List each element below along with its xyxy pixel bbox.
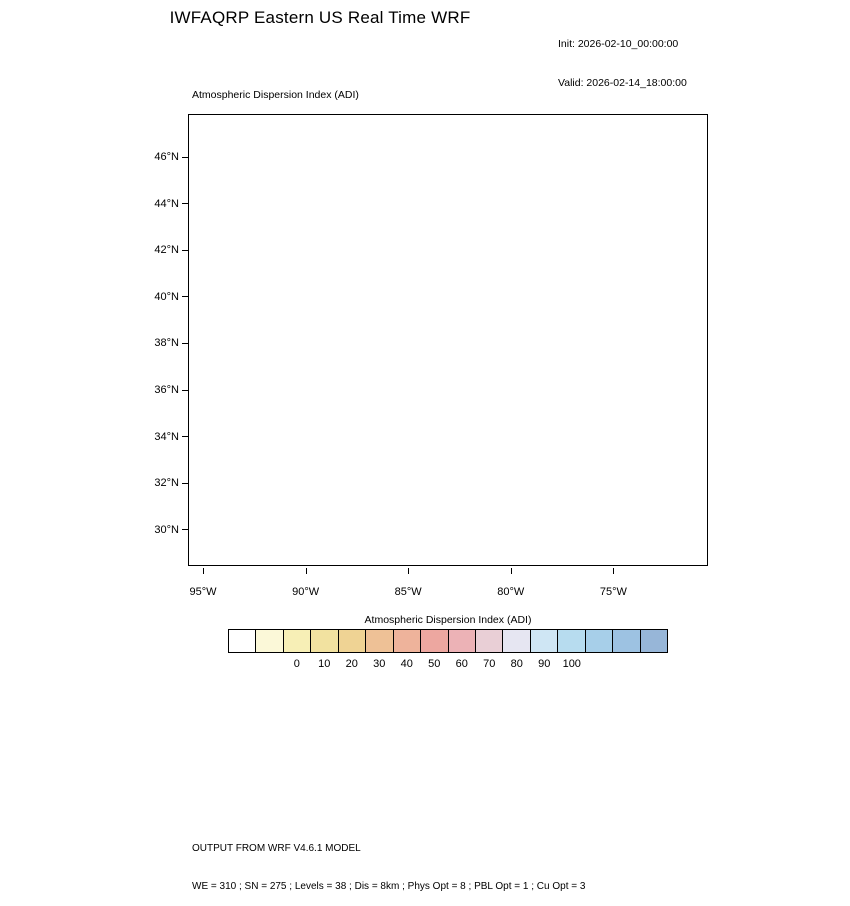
longitude-tick: 85°W (394, 586, 422, 598)
colorbar (228, 629, 668, 653)
colorbar-tick-label: 40 (400, 658, 413, 670)
colorbar-tick-labels (228, 658, 668, 678)
latitude-axis (120, 114, 188, 566)
colorbar-swatch (229, 630, 256, 652)
latitude-tick: 30°N (154, 524, 188, 536)
colorbar-swatch (284, 630, 311, 652)
colorbar-swatch (339, 630, 366, 652)
longitude-tick-mark (203, 568, 204, 574)
colorbar-swatch (311, 630, 338, 652)
longitude-tick-mark (306, 568, 307, 574)
colorbar-swatch (366, 630, 393, 652)
latitude-tick: 34°N (154, 431, 188, 443)
latitude-tick: 36°N (154, 384, 188, 396)
colorbar-swatch (421, 630, 448, 652)
colorbar-title: Atmospheric Dispersion Index (ADI) (364, 614, 532, 626)
longitude-tick-mark (613, 568, 614, 574)
valid-time: Valid: 2026-02-14_18:00:00 (558, 77, 687, 89)
footer-line-1: OUTPUT FROM WRF V4.6.1 MODEL (192, 843, 361, 854)
colorbar-tick-label: 80 (510, 658, 523, 670)
latitude-tick: 46°N (154, 151, 188, 163)
colorbar-swatch (641, 630, 667, 652)
colorbar-tick-label: 60 (455, 658, 468, 670)
latitude-tick: 32°N (154, 477, 188, 489)
colorbar-swatch (449, 630, 476, 652)
colorbar-tick-label: 0 (293, 658, 300, 670)
colorbar-tick-label: 90 (538, 658, 551, 670)
colorbar-tick-label: 100 (562, 658, 581, 670)
latitude-tick: 44°N (154, 198, 188, 210)
colorbar-swatch (613, 630, 640, 652)
longitude-axis (188, 568, 708, 608)
colorbar-swatch (394, 630, 421, 652)
colorbar-swatch (586, 630, 613, 652)
colorbar-tick-label: 10 (318, 658, 331, 670)
longitude-tick: 80°W (497, 586, 525, 598)
colorbar-tick-label: 50 (428, 658, 441, 670)
page-title: IWFAQRP Eastern US Real Time WRF (169, 8, 471, 27)
colorbar-swatch (558, 630, 585, 652)
latitude-tick: 38°N (154, 337, 188, 349)
latitude-tick: 42°N (154, 244, 188, 256)
longitude-tick-mark (408, 568, 409, 574)
colorbar-swatch (531, 630, 558, 652)
init-time: Init: 2026-02-10_00:00:00 (558, 38, 679, 50)
longitude-tick: 90°W (292, 586, 320, 598)
footer-line-2: WE = 310 ; SN = 275 ; Levels = 38 ; Dis = 8km ; Phys Opt = 8 ; PBL Opt = 1 ; Cu Opt = 3 (192, 880, 586, 892)
colorbar-swatch (256, 630, 283, 652)
colorbar-tick-label: 70 (483, 658, 496, 670)
colorbar-tick-label: 20 (345, 658, 358, 670)
longitude-tick: 95°W (189, 586, 217, 598)
colorbar-swatch (476, 630, 503, 652)
colorbar-swatch (503, 630, 530, 652)
plot-subtitle: Atmospheric Dispersion Index (ADI) (192, 89, 359, 101)
init-valid-block (558, 12, 687, 103)
model-output-footer (192, 818, 585, 906)
colorbar-tick-label: 30 (373, 658, 386, 670)
adi-heatmap-canvas (189, 115, 707, 565)
longitude-tick-mark (511, 568, 512, 574)
map-plot-area (188, 114, 708, 566)
latitude-tick: 40°N (154, 291, 188, 303)
longitude-tick: 75°W (599, 586, 627, 598)
